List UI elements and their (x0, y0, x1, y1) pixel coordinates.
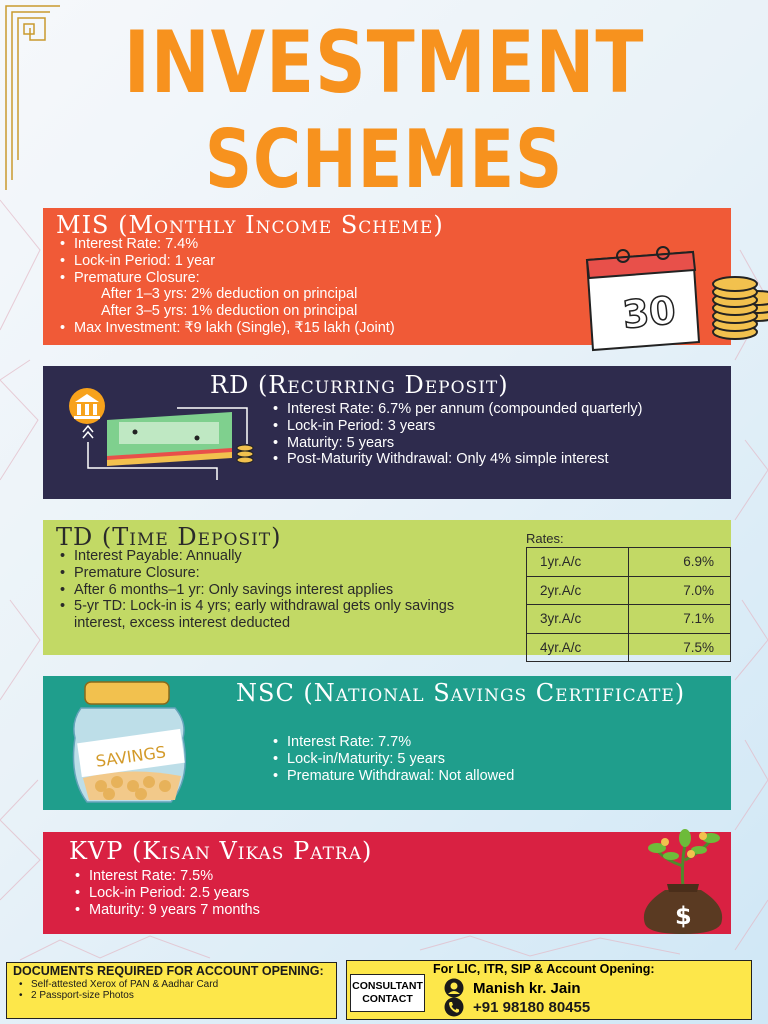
rate-term: 1yr.A/c (527, 548, 629, 577)
list-item: After 1–3 yrs: 2% deduction on principal (101, 286, 358, 303)
contact-box (346, 960, 752, 1020)
nsc-card (43, 676, 731, 810)
contact-name: Manish kr. Jain (473, 979, 581, 997)
rate-value: 7.1% (629, 605, 731, 634)
jar-label: SAVINGS (94, 742, 168, 771)
rd-card (43, 366, 731, 499)
table-row (527, 605, 731, 634)
list-item: • 2 Passport-size Photos (13, 990, 330, 1002)
rate-term: 2yr.A/c (527, 576, 629, 605)
contact-phone-row (443, 997, 590, 1017)
list-item: • Interest Rate: 7.7% (271, 734, 514, 751)
contact-name-row (443, 978, 581, 998)
rd-heading: RD (Recurring Deposit) (210, 371, 509, 399)
kvp-card (43, 832, 731, 934)
table-row (527, 633, 731, 662)
title-line-2: SCHEMES (204, 113, 564, 206)
nsc-heading: NSC (National Savings Certificate) (236, 679, 686, 707)
user-icon (443, 978, 465, 998)
mis-list (58, 236, 395, 337)
money-bag-plant-icon (635, 826, 731, 934)
badge-line-1: CONSULTANT (352, 980, 423, 992)
kvp-heading: KVP (Kisan Vikas Patra) (69, 837, 373, 865)
list-item: • Lock-in Period: 1 year (58, 253, 395, 270)
list-item: • Premature Closure: (58, 270, 395, 287)
list-item: • Lock-in Period: 3 years (271, 418, 726, 435)
documents-heading: DOCUMENTS REQUIRED FOR ACCOUNT OPENING: (13, 964, 324, 978)
rate-value: 7.0% (629, 576, 731, 605)
savings-jar-icon (51, 678, 211, 810)
documents-list (13, 979, 330, 1002)
table-row (527, 548, 731, 577)
documents-box (6, 962, 337, 1019)
list-item: • Maturity: 5 years (271, 435, 726, 452)
list-item: • After 6 months–1 yr: Only savings interest applies (58, 582, 488, 599)
bag-symbol: $ (675, 902, 692, 930)
title-line-1: INVESTMENT (123, 13, 645, 113)
rates-table (526, 547, 731, 662)
list-item: • Lock-in Period: 2.5 years (73, 885, 260, 902)
mis-heading: MIS (Monthly Income Scheme) (56, 211, 444, 239)
list-item: • 5-yr TD: Lock-in is 4 yrs; early withdrawal gets only savings interest, excess interest deducted (58, 598, 488, 632)
contact-heading: For LIC, ITR, SIP & Account Opening: (433, 962, 655, 976)
rate-term: 3yr.A/c (527, 605, 629, 634)
list-item: • Lock-in/Maturity: 5 years (271, 751, 514, 768)
list-item: • Interest Rate: 6.7% per annum (compounded quarterly) (271, 401, 726, 418)
phone-icon (443, 997, 465, 1017)
list-item: • Self-attested Xerox of PAN & Aadhar Card (13, 979, 330, 991)
list-item: • Premature Closure: (58, 565, 488, 582)
list-item: • Maturity: 9 years 7 months (73, 902, 260, 919)
table-row (527, 576, 731, 605)
badge-line-2: CONTACT (362, 993, 413, 1005)
list-item: • Interest Rate: 7.5% (73, 868, 260, 885)
rate-value: 6.9% (629, 548, 731, 577)
list-item: • Post-Maturity Withdrawal: Only 4% simple interest (271, 451, 726, 468)
td-list (58, 548, 488, 632)
rate-value: 7.5% (629, 633, 731, 662)
contact-phone[interactable]: +91 98180 80455 (473, 998, 591, 1016)
rd-list (271, 401, 726, 468)
td-heading: TD (Time Deposit) (56, 523, 282, 551)
rate-term: 4yr.A/c (527, 633, 629, 662)
list-item: • Interest Rate: 7.4% (58, 236, 395, 253)
rates-label: Rates: (526, 531, 564, 546)
list-item: • Interest Payable: Annually (58, 548, 488, 565)
list-item: After 3–5 yrs: 1% deduction on principal (101, 303, 358, 320)
nsc-list (271, 734, 514, 784)
calendar-number: 30 (620, 287, 678, 338)
mis-card (43, 208, 731, 345)
calendar-coins-icon (575, 246, 768, 354)
list-item: • Max Investment: ₹9 lakh (Single), ₹15 lakh (Joint) (58, 320, 395, 337)
consultant-badge (350, 974, 425, 1012)
td-card (43, 520, 731, 655)
list-item: • Premature Withdrawal: Not allowed (271, 768, 514, 785)
kvp-list (73, 868, 260, 918)
